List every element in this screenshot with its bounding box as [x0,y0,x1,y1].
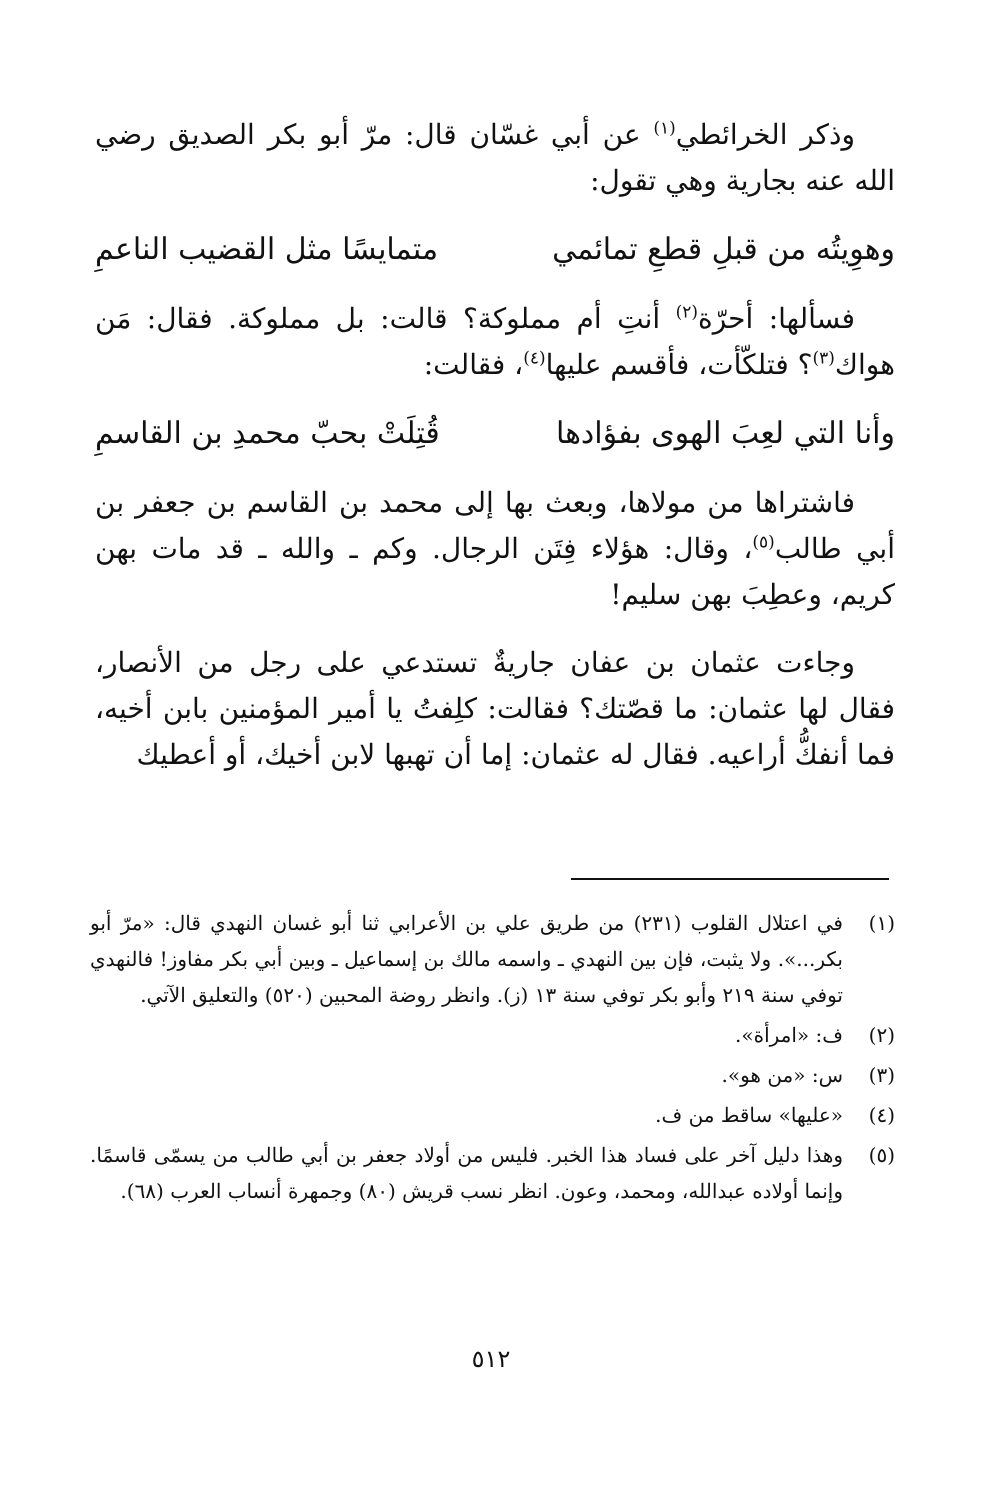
verse-1-second-hemistich: متمايسًا مثل القضيب الناعمِ [95,232,439,267]
footnote-1 [90,905,895,1013]
paragraph-2-c: ؟ فتلكّأت، فأقسم عليها [545,348,813,381]
footnote-ref-1: (١) [653,118,676,139]
footnote-text: ف: «امرأة». [735,1023,843,1047]
verse-1-first-hemistich: وهوِيتُه من قبلِ قطعِ تمائمي [552,232,895,267]
footnote-text: وهذا دليل آخر على فساد هذا الخبر. فليس من أولاد جعفر بن أبي طالب من يسمّى قاسمًا. وإنما أولاده عبدالله، ومحمد، وعون. انظر نسب قريش (٨٠) وجمهرة أنساب العرب (٦٨). [90,1143,843,1203]
paragraph-3-a: فاشتراها من مولاها، وبعث بها إلى محمد بن القاسم بن جعفر بن أبي طالب [95,486,895,565]
paragraph-3-b: ، وقال: هؤلاء فِتَن الرجال. وكم ـ والله ـ قد مات بهن كريم، وعطِبَ بهن سليم! [95,532,895,611]
footnote-text: «عليها» ساقط من ف. [655,1103,843,1127]
paragraph-1-before: وذكر الخرائطي [675,118,855,151]
main-text [95,112,895,800]
footnote-text: س: «من هو». [721,1063,843,1087]
footnote-number: (٢) [868,1023,895,1047]
paragraph-2-d: ، فقالت: [423,348,524,381]
footnote-number: (٥) [868,1143,895,1167]
footnote-ref-4: (٤) [523,348,546,369]
footnote-5 [90,1137,895,1209]
paragraph-4: وجاءت عثمان بن عفان جاريةٌ تستدعي على رجل من الأنصار، فقال لها عثمان: ما قصّتك؟ فقالت: كلِفتُ يا أمير المؤمنين بابن أخيه، فما أنفكُّ أراعيه. فقال له عثمان: إما أن تهبها لابن أخيك، أو أعطيك [95,646,895,771]
footnote-ref-5: (٥) [752,532,775,553]
footnote-ref-3: (٣) [812,348,835,369]
footnote-number: (١) [868,911,895,935]
page-number: ٥١٢ [471,1345,511,1373]
verse-2 [95,410,895,458]
footnote-4 [90,1097,895,1133]
footnote-separator [571,878,889,880]
verse-2-second-hemistich: قُتِلَتْ بحبّ محمدِ بن القاسمِ [95,416,440,451]
paragraph-2 [95,296,895,388]
paragraph-3 [95,480,895,618]
paragraph-1 [95,112,895,204]
paragraph-1-after: عن أبي غسّان قال: مرّ أبو بكر الصديق رضي الله عنه بجارية وهي تقول: [95,118,895,197]
footnote-2 [90,1017,895,1053]
verse-1 [95,226,895,274]
verse-2-first-hemistich: وأنا التي لعِبَ الهوى بفؤادها [555,416,895,451]
footnote-number: (٣) [868,1063,895,1087]
footnote-text: في اعتلال القلوب (٢٣١) من طريق علي بن الأعرابي ثنا أبو غسان النهدي قال: «مرّ أبو بكر...». ولا يثبت، فإن بين النهدي ـ واسمه مالك بن إسماعيل ـ وبين أبي بكر مفاوز! فالنهدي توفي سنة ٢١٩ وأبو بكر توفي سنة ١٣ (ز). وانظر روضة المحبين (٥٢٠) والتعليق الآتي. [90,911,843,1007]
footnote-ref-2: (٢) [675,302,699,323]
footnote-number: (٤) [868,1103,895,1127]
footnotes [90,905,895,1213]
paragraph-2-a: فسألها: أحرّة [698,302,856,335]
footnote-3 [90,1057,895,1093]
paragraph-2-b: أنتِ أم مملوكة؟ قالت: بل مملوكة. فقال: مَن هواك [95,302,895,381]
